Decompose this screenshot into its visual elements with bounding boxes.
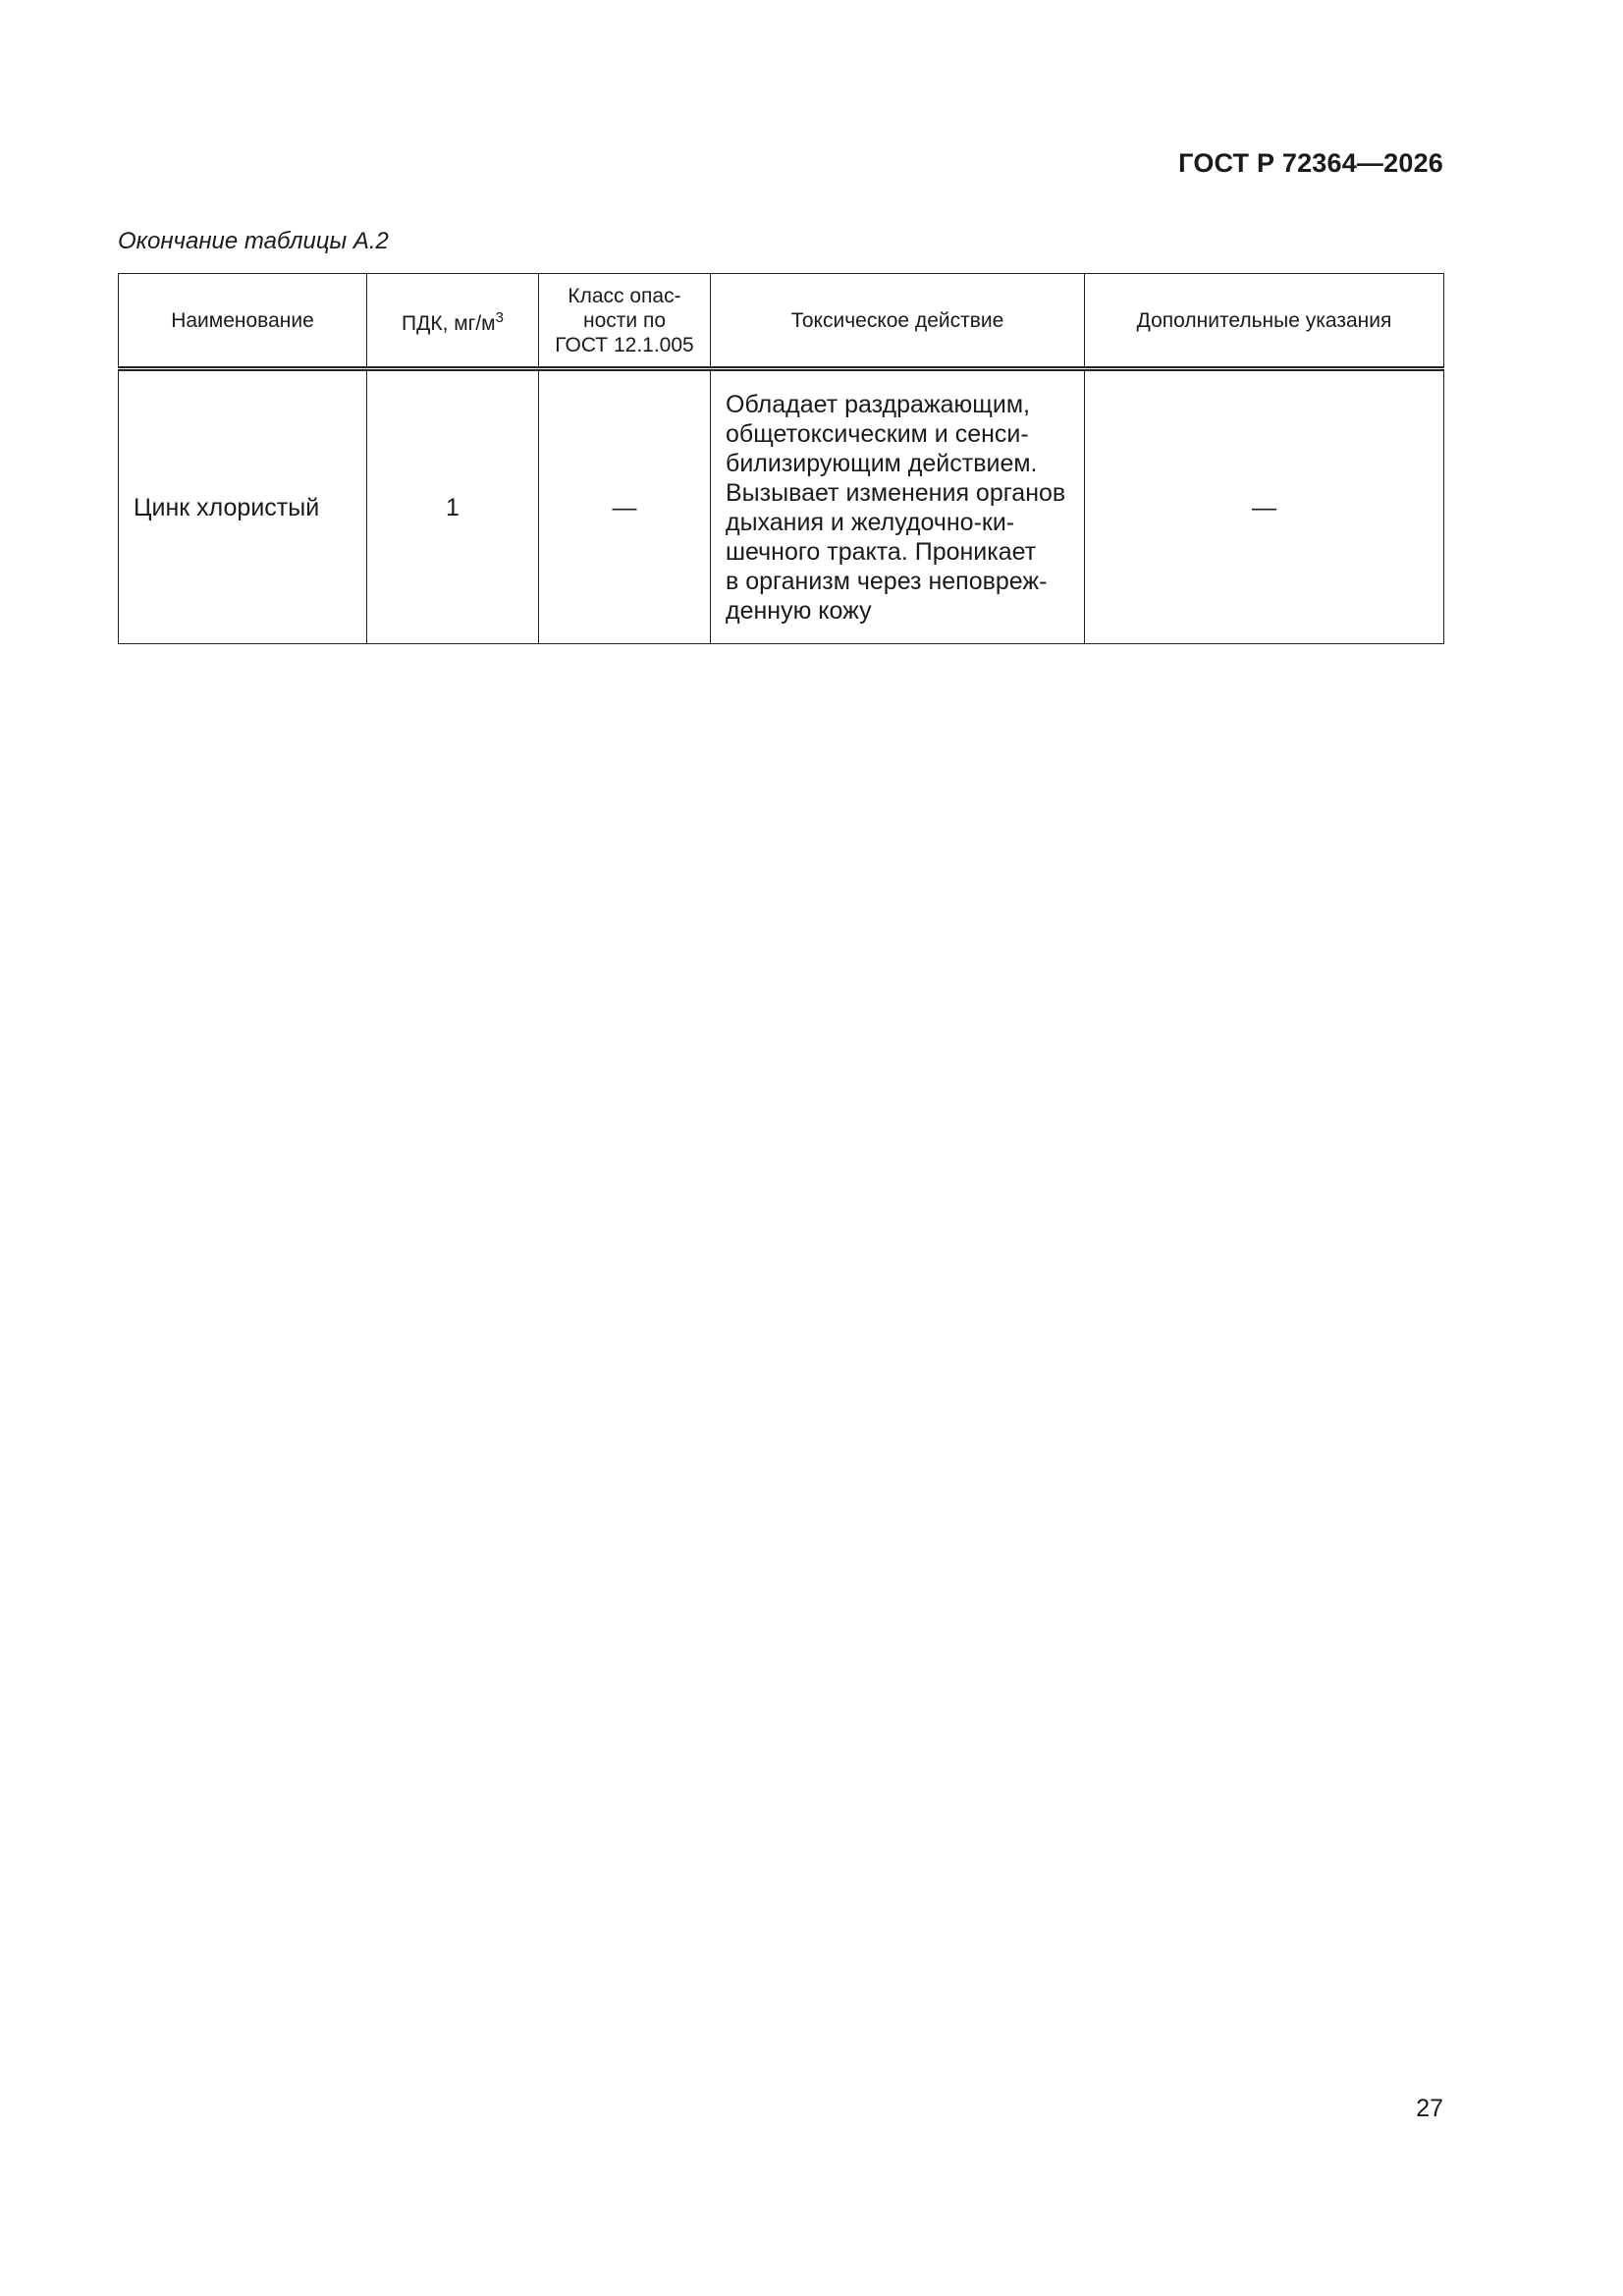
- pdk-header-label: ПДК, мг/м: [402, 311, 496, 335]
- table-row: [119, 369, 1444, 644]
- table-header-row: [119, 274, 1444, 369]
- column-header-name: Наименование: [119, 274, 367, 369]
- cell-toxic-effect: Обладает раздражающим, общетоксическим и сенси- билизирующим действием. Вызывает изменения органов дыхания и желудочно-ки- шечного тракта. Проникает в организм через неповреж- денную кожу: [711, 369, 1085, 644]
- cell-notes: —: [1085, 369, 1444, 644]
- cell-name: Цинк хлористый: [119, 369, 367, 644]
- column-header-hazard-class: Класс опас- ности по ГОСТ 12.1.005: [539, 274, 711, 369]
- page-number: 27: [1416, 2095, 1443, 2122]
- document-code: ГОСТ Р 72364—2026: [1178, 148, 1443, 178]
- pdk-header-superscript: 3: [495, 308, 504, 326]
- table-caption: Окончание таблицы А.2: [118, 228, 389, 254]
- column-header-notes: Дополнительные указания: [1085, 274, 1444, 369]
- column-header-toxic-effect: Токсическое действие: [711, 274, 1085, 369]
- data-table: [118, 273, 1444, 644]
- column-header-pdk: [367, 274, 539, 369]
- cell-pdk: 1: [367, 369, 539, 644]
- cell-hazard-class: —: [539, 369, 711, 644]
